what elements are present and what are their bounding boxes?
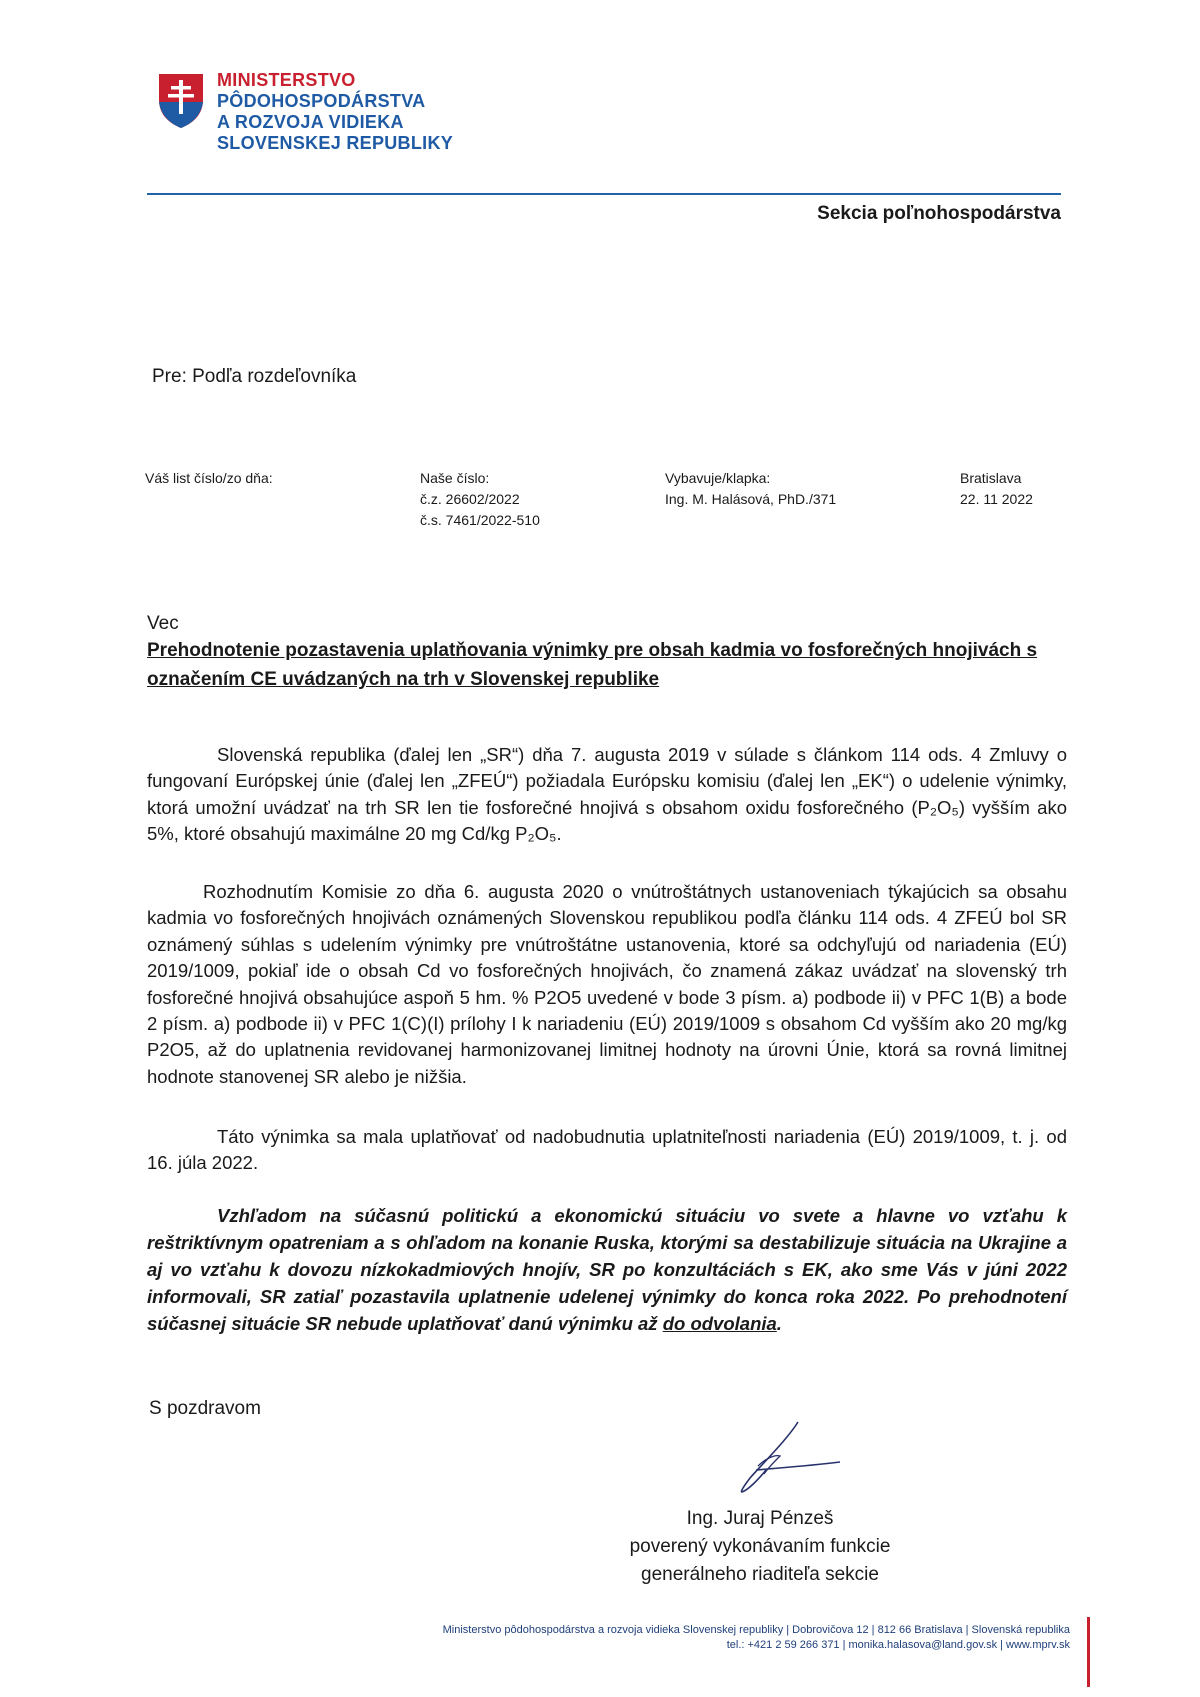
paragraph-2-text: Rozhodnutím Komisie zo dňa 6. augusta 2020 o vnútroštátnych ustanoveniach týkajúcich sa obsahu kadmia vo fosforečných hnojivách oznámených Slovenskou republikou podľa článku 114 ods. 4 ZFEÚ bol SR oznámený súhlas s udelením výnimky pre vnútroštátne ustanovenia, ktoré sa odchyľujú od nariadenia (EÚ) 2019/1009, pokiaľ ide o obsah Cd vo fosforečných hnojivách, čo znamená zákaz uvádzať na slovenský trh fosforečné hnojivá obsahujúce aspoň 5 hm. % P2O5 uvedené v bode 3 písm. a) podbode ii) v PFC 1(B) a bode 2 písm. a) podbode ii) v PFC 1(C)(I) prílohy I k nariadeniu (EÚ) 2019/1009 s obsahom Cd vyšším ako 20 mg/kg P2O5, až do uplatnenia revidovanej harmonizovanej limitnej hodnoty na úrovni Únie, ktorá sa rovná limitnej hodnote stanovenej SR alebo je nižšia. xyxy=(147,881,1067,1087)
closing-greeting: S pozdravom xyxy=(149,1398,261,1419)
subject-label: Vec xyxy=(147,613,179,634)
ministry-name-line-1: MINISTERSTVO xyxy=(217,70,356,90)
place-date-block xyxy=(960,468,1033,510)
paragraph-4 xyxy=(147,1202,1067,1337)
footer-accent-bar xyxy=(1087,1617,1090,1687)
handler-label: Vybavuje/klapka: xyxy=(665,470,771,486)
footer-contact xyxy=(443,1623,1070,1653)
paragraph-2 xyxy=(147,879,1067,1090)
our-number-label: Naše číslo: xyxy=(420,470,490,486)
signer-role-line-2: generálneho riaditeľa sekcie xyxy=(641,1564,879,1585)
paragraph-1-text: Slovenská republika (ďalej len „SR“) dňa 7. augusta 2019 v súlade s článkom 114 ods. 4 Zmluvy o fungovaní Európskej únie (ďalej len „ZFEÚ“) požiadala Európsku komisiu (ďalej len „EK“) o udelenie výnimky, ktorá umožní uvádzať na trh SR len tie fosforečné hnojivá s obsahom oxidu fosforečného (P₂O₅) vyšším ako 5%, ktoré obsahujú maximálne 20 mg Cd/kg P₂O₅. xyxy=(147,744,1067,845)
place: Bratislava xyxy=(960,470,1022,486)
signer-role-line-1: poverený vykonávaním funkcie xyxy=(629,1536,891,1557)
slovak-coat-of-arms-icon xyxy=(157,72,205,130)
header-divider xyxy=(147,193,1061,195)
our-number-block xyxy=(420,468,540,531)
subject-text: Prehodnotenie pozastavenia uplatňovania výnimky pre obsah kadmia vo fosforečných hnojivách s označením CE uvádzaných na trh v Slovenskej republike xyxy=(147,640,1038,690)
signer-name: Ing. Juraj Pénzeš xyxy=(686,1508,834,1529)
signer-block xyxy=(600,1505,920,1589)
ministry-name-line-2: PÔDOHOSPODÁRSTVA xyxy=(217,91,426,111)
ministry-name xyxy=(217,70,453,154)
recipient: Pre: Podľa rozdeľovníka xyxy=(152,366,357,387)
handler-value: Ing. M. Halásová, PhD./371 xyxy=(665,491,837,507)
footer-address: Ministerstvo pôdohospodárstva a rozvoja vidieka Slovenskej republiky | Dobrovičova 12 | 812 66 Bratislava | Slovenská republika xyxy=(442,1624,1070,1636)
paragraph-4-text: Vzhľadom na súčasnú politickú a ekonomickú situáciu vo svete a hlavne vo vzťahu k reštriktívnym opatreniam a s ohľadom na konanie Ruska, ktorými sa destabilizuje situácia na Ukrajine a aj vo vzťahu k dovozu nízkokadmiových hnojív, SR po konzultáciách s EK, ako sme Vás v júni 2022 informovali, SR zatiaľ pozastavila uplatnenie udelenej výnimky do konca roka 2022. Po prehodnotení súčasnej situácie SR nebude uplatňovať danú výnimku až xyxy=(147,1205,1067,1334)
ministry-name-line-4: SLOVENSKEJ REPUBLIKY xyxy=(217,133,454,153)
ministry-logo xyxy=(157,72,477,172)
section-name: Sekcia poľnohospodárstva xyxy=(817,203,1061,224)
paragraph-4-end: . xyxy=(776,1313,782,1334)
our-number-cz: č.z. 26602/2022 xyxy=(420,491,520,507)
handwritten-signature xyxy=(728,1418,858,1498)
your-letter-label: Váš list číslo/zo dňa: xyxy=(145,470,273,486)
ministry-name-line-3: A ROZVOJA VIDIEKA xyxy=(217,112,404,132)
paragraph-1 xyxy=(147,742,1067,848)
footer-phone-email-web: tel.: +421 2 59 266 371 | monika.halasova@land.gov.sk | www.mprv.sk xyxy=(726,1639,1070,1651)
paragraph-3-text: Táto výnimka sa mala uplatňovať od nadobudnutia uplatniteľnosti nariadenia (EÚ) 2019/1009, t. j. od 16. júla 2022. xyxy=(147,1126,1067,1174)
date: 22. 11 2022 xyxy=(960,491,1033,507)
paragraph-3 xyxy=(147,1124,1067,1177)
paragraph-4-underlined: do odvolania xyxy=(662,1313,777,1334)
handler-block xyxy=(665,468,836,510)
our-number-cs: č.s. 7461/2022-510 xyxy=(420,512,540,528)
